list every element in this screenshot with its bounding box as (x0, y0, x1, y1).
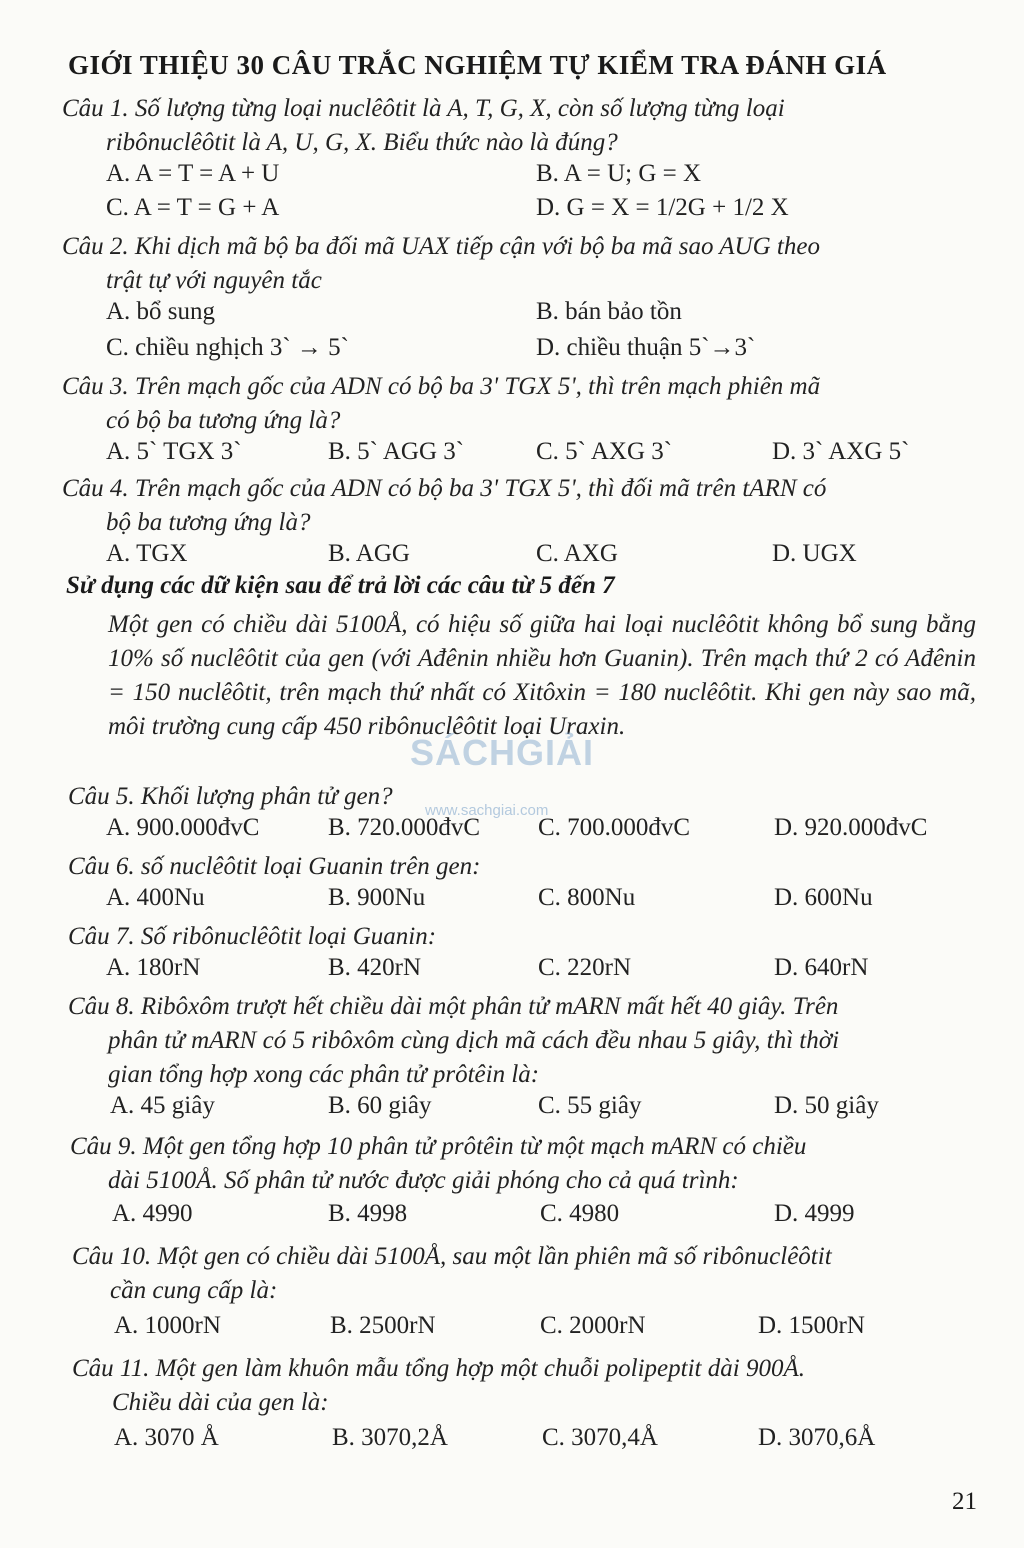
options-row (106, 884, 986, 918)
watermark-url: www.sachgiai.com (425, 802, 549, 819)
options-row (106, 540, 986, 574)
option-b[interactable]: B. 4998 (328, 1200, 408, 1227)
option-a[interactable]: A. 4990 (112, 1200, 193, 1227)
option-a[interactable]: A. 45 giây (110, 1092, 215, 1119)
question-line: Câu 3. Trên mạch gốc của ADN có bộ ba 3' TGX 5', thì trên mạch phiên mã (62, 373, 821, 400)
options-row (106, 814, 986, 848)
option-c[interactable]: C. 2000rN (540, 1312, 646, 1339)
option-a[interactable]: A. 400Nu (106, 884, 205, 911)
option-c[interactable]: C. AXG (536, 540, 618, 567)
option-a[interactable]: A. 5` TGX 3` (106, 438, 242, 465)
option-d[interactable]: D. 1500rN (758, 1312, 865, 1339)
option-a[interactable]: A. TGX (106, 540, 188, 567)
question-line: Câu 6. số nuclêôtit loại Guanin trên gen: (68, 853, 481, 880)
question-5 (68, 780, 983, 814)
option-d[interactable]: D. 4999 (774, 1200, 855, 1227)
question-4 (62, 472, 977, 540)
option-c[interactable]: C. 800Nu (538, 884, 636, 911)
question-line: dài 5100Å. Số phân tử nước được giải phóng cho cả quá trình: (108, 1167, 739, 1194)
option-d[interactable]: D. 3070,6Å (758, 1424, 876, 1451)
option-c[interactable]: C. 4980 (540, 1200, 620, 1227)
option-b[interactable]: B. 2500rN (330, 1312, 436, 1339)
question-line: Câu 4. Trên mạch gốc của ADN có bộ ba 3' TGX 5', thì đối mã trên tARN có (62, 475, 827, 502)
page-number: 21 (952, 1488, 977, 1515)
question-line: Câu 9. Một gen tổng hợp 10 phân tử prôtêin từ một mạch mARN có chiều (70, 1133, 807, 1160)
options-row (106, 298, 986, 332)
question-line: bộ ba tương ứng là? (106, 509, 311, 536)
option-d[interactable]: D. 50 giây (774, 1092, 879, 1119)
options-row (106, 438, 986, 472)
option-b[interactable]: B. 60 giây (328, 1092, 432, 1119)
option-d[interactable]: D. 3` AXG 5` (772, 438, 910, 465)
option-a[interactable]: A. 900.000đvC (106, 814, 260, 841)
question-line: trật tự với nguyên tắc (106, 267, 322, 294)
question-line: ribônuclêôtit là A, U, G, X. Biểu thức nào là đúng? (106, 129, 618, 156)
options-row (106, 194, 986, 228)
question-line: Chiều dài của gen là: (112, 1389, 329, 1416)
question-3 (62, 370, 977, 438)
question-line: gian tổng hợp xong các phân tử prôtêin là: (108, 1061, 540, 1088)
option-a[interactable]: A. bổ sung (106, 298, 216, 325)
question-line: Câu 5. Khối lượng phân tử gen? (68, 783, 393, 810)
options-row (106, 954, 986, 988)
page-title: GIỚI THIỆU 30 CÂU TRẮC NGHIỆM TỰ KIỂM TRA ĐÁNH GIÁ (68, 50, 887, 80)
option-a[interactable]: A. 180rN (106, 954, 201, 981)
watermark-logo: SÁCHGIẢI (410, 732, 595, 773)
option-d[interactable]: D. 920.000đvC (774, 814, 928, 841)
question-2 (62, 230, 977, 298)
options-row (106, 1312, 986, 1346)
question-line: Câu 7. Số ribônuclêôtit loại Guanin: (68, 923, 437, 950)
question-10 (72, 1240, 987, 1308)
option-c[interactable]: C. 5` AXG 3` (536, 438, 673, 465)
option-d[interactable]: D. G = X = 1/2G + 1/2 X (536, 194, 789, 221)
options-row (106, 160, 986, 194)
question-9 (70, 1130, 985, 1198)
question-6 (68, 850, 983, 884)
question-line: phân tử mARN có 5 ribôxôm cùng dịch mã cách đều nhau 5 giây, thì thời (108, 1027, 840, 1054)
option-d[interactable]: D. 640rN (774, 954, 869, 981)
option-b[interactable]: B. 420rN (328, 954, 422, 981)
option-b[interactable]: B. 900Nu (328, 884, 426, 911)
option-b[interactable]: B. AGG (328, 540, 410, 567)
question-line: Câu 8. Ribôxôm trượt hết chiều dài một phân tử mARN mất hết 40 giây. Trên (68, 993, 839, 1020)
question-8 (68, 990, 983, 1092)
option-d[interactable]: D. UGX (772, 540, 857, 567)
option-c[interactable]: C. 220rN (538, 954, 632, 981)
question-line: cần cung cấp là: (110, 1277, 278, 1304)
option-a[interactable]: A. A = T = A + U (106, 160, 280, 187)
question-11 (72, 1352, 987, 1420)
section-heading: Sử dụng các dữ kiện sau để trả lời các câu từ 5 đến 7 (66, 572, 615, 599)
option-b[interactable]: B. 5` AGG 3` (328, 438, 465, 465)
option-a[interactable]: A. 1000rN (114, 1312, 221, 1339)
options-row (106, 1424, 986, 1458)
option-d[interactable]: D. 600Nu (774, 884, 873, 911)
options-row (106, 334, 986, 368)
option-b[interactable]: B. bán bảo tồn (536, 298, 682, 325)
options-row (106, 1200, 986, 1234)
option-b[interactable]: B. 3070,2Å (332, 1424, 448, 1451)
option-b[interactable]: B. A = U; G = X (536, 160, 702, 187)
option-c[interactable]: C. 3070,4Å (542, 1424, 658, 1451)
option-a[interactable]: A. 3070 Å (114, 1424, 219, 1451)
option-c[interactable]: C. 55 giây (538, 1092, 642, 1119)
section-paragraph: Một gen có chiều dài 5100Å, có hiệu số giữa hai loại nuclêôtit không bổ sung bằng 10% số nuclêôtit của gen (với Ađênin nhiều hơn Guanin). Trên mạch thứ 2 có Ađênin = 150 nuclêôtit, trên mạch thứ nhất có Xitôxin = 180 nuclêôtit. Khi gen này sao mã, môi trường cung cấp 450 ribônuclêôtit loại Uraxin. (108, 611, 976, 740)
option-d[interactable]: D. chiều thuận 5`→3` (536, 334, 756, 361)
option-c[interactable]: C. A = T = G + A (106, 194, 280, 221)
option-b[interactable]: B. 720.000đvC (328, 814, 481, 841)
option-c[interactable]: C. 700.000đvC (538, 814, 691, 841)
question-line: Câu 11. Một gen làm khuôn mẫu tổng hợp một chuỗi polipeptit dài 900Å. (72, 1355, 805, 1382)
question-1 (62, 92, 977, 160)
question-7 (68, 920, 983, 954)
question-line: có bộ ba tương ứng là? (106, 407, 341, 434)
question-line: Câu 2. Khi dịch mã bộ ba đối mã UAX tiếp cận với bộ ba mã sao AUG theo (62, 233, 820, 260)
options-row (106, 1092, 986, 1126)
question-line: Câu 1. Số lượng từng loại nuclêôtit là A, T, G, X, còn số lượng từng loại (62, 95, 785, 122)
question-line: Câu 10. Một gen có chiều dài 5100Å, sau một lần phiên mã số ribônuclêôtit (72, 1243, 832, 1270)
option-c[interactable]: C. chiều nghịch 3` → 5` (106, 334, 350, 361)
